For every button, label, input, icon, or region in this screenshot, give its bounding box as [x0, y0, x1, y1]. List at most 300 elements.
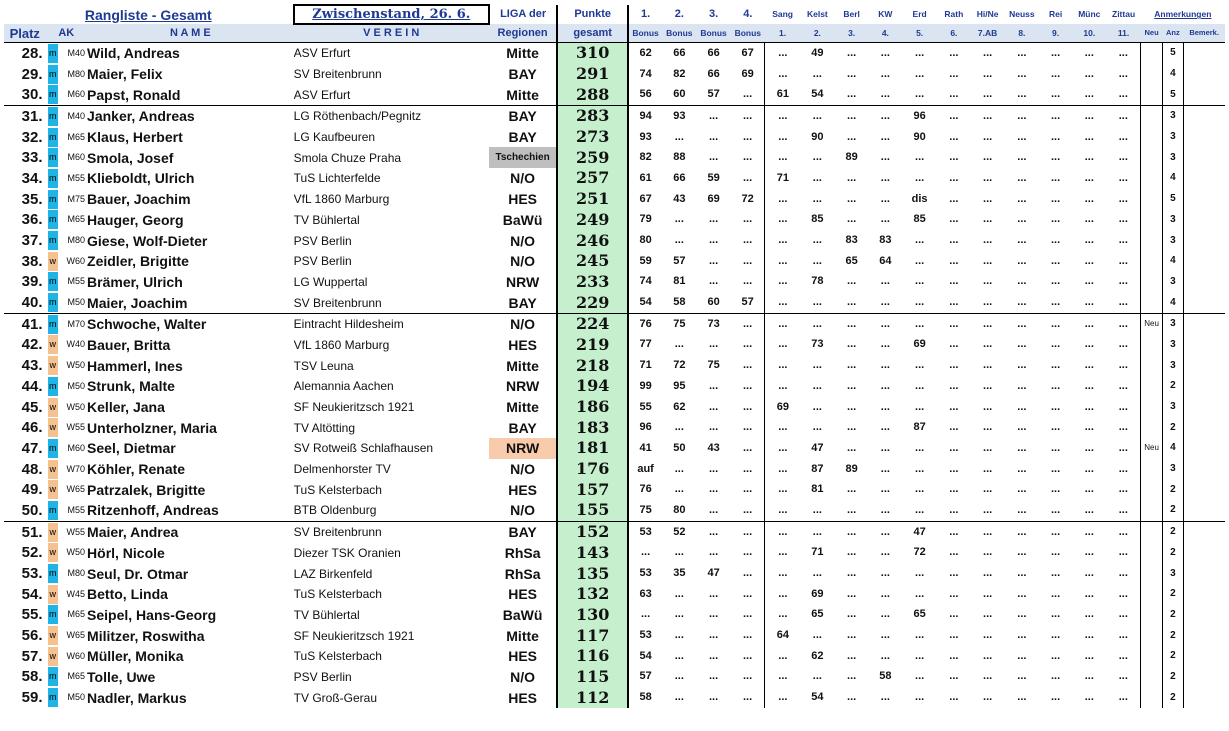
club-name: PSV Berlin: [293, 233, 352, 248]
table-row: [4, 106, 1225, 127]
event-score-4: ...: [880, 67, 890, 80]
event-score-1: ...: [765, 646, 800, 667]
bonus-score-1: 80: [639, 234, 652, 247]
new-flag: [1141, 84, 1163, 105]
bonus-score-2: ...: [674, 608, 684, 621]
total-points: 291: [557, 64, 628, 85]
event-score-2: ...: [812, 379, 822, 392]
event-score-3: ...: [847, 587, 857, 600]
bonus-score-2: 82: [673, 67, 686, 80]
remarks: [1183, 272, 1225, 293]
event-score-4: ...: [880, 192, 890, 205]
bonus-score-1: 77: [639, 338, 652, 351]
club-name: Delmenhorster TV: [293, 462, 391, 477]
event-score-2: ...: [812, 503, 822, 516]
event-score-8: ...: [1017, 608, 1027, 621]
bonus-score-4: ...: [742, 359, 753, 372]
club-name: TuS Lichterfelde: [293, 171, 381, 186]
event-score-1: ...: [765, 417, 800, 438]
event-score-3: ...: [847, 649, 857, 662]
event-score-11: ...: [1118, 691, 1128, 704]
event-score-8: ...: [1017, 171, 1027, 184]
event-score-7: ...: [983, 421, 993, 434]
event-score-1: 69: [765, 397, 800, 418]
event-score-6: ...: [949, 130, 959, 143]
event-score-10: ...: [1084, 296, 1094, 309]
event-score-8: ...: [1017, 130, 1027, 143]
athlete-name: Seul, Dr. Otmar: [87, 565, 189, 582]
event-score-7: ...: [983, 151, 993, 164]
event-score-9: ...: [1051, 296, 1061, 309]
athlete-name: Keller, Jana: [87, 399, 165, 416]
event-score-4: ...: [880, 546, 890, 559]
event-score-4: ...: [880, 649, 890, 662]
bonus-score-3: 66: [707, 46, 720, 59]
event-score-10: ...: [1084, 234, 1094, 247]
gender-label: m: [48, 148, 58, 167]
event-score-9: ...: [1051, 130, 1061, 143]
league-region: N/O: [510, 668, 536, 685]
event-score-7: ...: [983, 546, 993, 559]
participation-count: 5: [1163, 84, 1184, 105]
gender-marker: [46, 397, 61, 418]
participation-count: 4: [1163, 64, 1184, 85]
gender-marker: [46, 605, 61, 626]
total-points: 116: [557, 646, 628, 667]
event-score-6: ...: [949, 629, 959, 642]
rank: 57.: [21, 647, 43, 665]
event-score-9: ...: [1051, 88, 1061, 101]
age-class: W50: [66, 401, 86, 412]
event-score-4: ...: [880, 379, 890, 392]
event-score-4: 58: [879, 670, 892, 683]
remarks: [1183, 43, 1225, 64]
gender-label: m: [48, 65, 58, 84]
total-points: 135: [557, 563, 628, 584]
gender-marker: [46, 147, 61, 168]
event-score-4: ...: [880, 629, 890, 642]
table-row: [4, 584, 1225, 605]
athlete-name: Ritzenhoff, Andreas: [87, 502, 219, 519]
event-score-1: ...: [765, 355, 800, 376]
event-score-3: ...: [847, 338, 857, 351]
age-class: W60: [66, 255, 86, 266]
age-class: W65: [66, 484, 86, 495]
event-score-4: ...: [880, 567, 890, 580]
bonus-score-2: 52: [662, 521, 696, 542]
new-flag: [1141, 479, 1163, 500]
event-score-6: ...: [949, 234, 959, 247]
event-score-7: ...: [983, 441, 993, 454]
table-row: [4, 292, 1225, 313]
remarks: [1183, 687, 1225, 708]
gender-marker: [46, 584, 61, 605]
rank: 34.: [21, 169, 43, 187]
bonus-score-4: ...: [742, 234, 753, 247]
bonus-score-4: 67: [741, 46, 754, 59]
bonus-score-2: 95: [673, 379, 686, 392]
remarks: [1183, 84, 1225, 105]
total-points: 229: [557, 292, 628, 313]
club-name: SV Breitenbrunn: [294, 521, 489, 542]
event-score-10: ...: [1084, 88, 1094, 101]
age-class: M50: [67, 692, 86, 703]
event-score-8: ...: [1017, 67, 1027, 80]
total-points: 249: [557, 210, 628, 231]
new-flag: [1141, 355, 1163, 376]
event-score-1: ...: [765, 438, 800, 459]
bonus-score-1: 67: [639, 192, 652, 205]
event-score-4: ...: [880, 130, 890, 143]
total-points: 219: [557, 335, 628, 356]
age-class: W55: [66, 422, 86, 433]
event-score-2: ...: [812, 670, 822, 683]
event-score-5: ...: [915, 503, 925, 516]
new-flag: [1141, 210, 1163, 231]
athlete-name: Maier, Joachim: [87, 294, 188, 311]
event-score-3: ...: [847, 46, 857, 59]
event-score-9: ...: [1051, 503, 1061, 516]
club-name: PSV Berlin: [293, 254, 352, 269]
age-class: M80: [67, 68, 86, 79]
bonus-score-4: ...: [742, 338, 753, 351]
event-score-7: ...: [983, 608, 993, 621]
bonus-score-4: ...: [742, 88, 753, 101]
rank: 58.: [21, 668, 43, 686]
total-points: 130: [557, 605, 628, 626]
age-class: M70: [60, 313, 87, 334]
gender-marker: [46, 500, 61, 521]
event-score-5: 85: [913, 213, 926, 226]
bonus-score-1: 96: [639, 421, 652, 434]
bonus-score-2: ...: [674, 234, 684, 247]
table-row: [4, 272, 1225, 293]
remarks: [1183, 189, 1225, 210]
event-score-4: ...: [880, 483, 890, 496]
event-score-7: ...: [983, 503, 993, 516]
event-5-number: 5.: [902, 24, 937, 43]
total-points: 143: [557, 543, 628, 564]
event-score-8: ...: [1017, 296, 1027, 309]
event-10-header: Münc: [1072, 5, 1106, 24]
participation-count: 3: [1163, 272, 1184, 293]
age-class: W65: [66, 630, 86, 641]
gender-label: m: [48, 169, 58, 188]
league-region: Tschechien: [489, 147, 558, 168]
punkte-header-top: Punkte: [557, 5, 628, 24]
bonus-score-2: 93: [662, 106, 696, 127]
bonus-score-1: 53: [628, 521, 662, 542]
event-score-3: ...: [847, 400, 857, 413]
athlete-name: Hammerl, Ines: [87, 357, 183, 374]
event-score-4: ...: [880, 296, 890, 309]
bonus-score-4: ...: [742, 567, 753, 580]
gender-label: m: [48, 605, 58, 624]
bonus-score-4: ...: [742, 151, 753, 164]
new-flag: [1141, 127, 1163, 148]
gender-marker: [46, 417, 61, 438]
bonus-score-1: 74: [639, 67, 652, 80]
athlete-name: Hörl, Nicole: [87, 544, 165, 561]
bonus-score-3: 47: [707, 567, 720, 580]
event-score-10: ...: [1084, 192, 1094, 205]
league-region: Mitte: [506, 45, 539, 62]
event-score-10: ...: [1084, 691, 1094, 704]
rank: 47.: [21, 439, 43, 457]
event-score-1: ...: [765, 313, 800, 334]
age-class: W50: [66, 360, 86, 371]
age-class: M55: [67, 172, 86, 183]
event-score-1: ...: [765, 230, 800, 251]
bonus-score-2: 88: [673, 151, 686, 164]
new-flag: [1141, 625, 1163, 646]
table-row: [4, 625, 1225, 646]
event-score-7: ...: [983, 483, 993, 496]
event-score-8: ...: [1017, 275, 1027, 288]
club-name: SF Neukieritzsch 1921: [293, 400, 415, 415]
athlete-name: Unterholzner, Maria: [87, 419, 217, 436]
event-score-7: ...: [983, 130, 993, 143]
event-score-3: 65: [845, 254, 858, 267]
table-row: [4, 84, 1225, 105]
event-1-header: Sang: [765, 5, 800, 24]
event-score-11: ...: [1118, 254, 1128, 267]
club-name: ASV Erfurt: [293, 87, 351, 102]
event-score-10: ...: [1084, 649, 1094, 662]
gender-label: w: [48, 480, 58, 499]
event-score-3: ...: [847, 608, 857, 621]
event-score-3: ...: [847, 503, 857, 516]
athlete-name: Zeidler, Brigitte: [87, 253, 189, 270]
event-score-1: ...: [765, 543, 800, 564]
event-score-10: ...: [1084, 441, 1094, 454]
bonus-score-3: ...: [708, 462, 719, 475]
gender-marker: [46, 355, 61, 376]
event-score-11: ...: [1118, 462, 1128, 475]
verein-header: V E R E I N: [294, 24, 489, 43]
age-class: M80: [67, 235, 86, 246]
club-name: VfL 1860 Marburg: [293, 337, 390, 352]
event-score-2: ...: [812, 234, 822, 247]
event-score-7: ...: [983, 587, 993, 600]
table-row: [4, 397, 1225, 418]
event-score-1: ...: [765, 376, 800, 397]
event-score-6: ...: [949, 254, 959, 267]
event-score-5: dis: [911, 192, 928, 205]
event-score-10: ...: [1084, 338, 1094, 351]
event-score-6: ...: [949, 483, 959, 496]
bonus-score-2: ...: [674, 649, 684, 662]
event-score-4: ...: [880, 462, 890, 475]
event-score-5: ...: [915, 254, 925, 267]
gender-label: m: [48, 190, 58, 209]
athlete-name: Papst, Ronald: [87, 86, 181, 103]
rank: 52.: [21, 544, 43, 562]
bonus-score-1: 41: [639, 441, 652, 454]
league-region: N/O: [510, 170, 536, 187]
new-flag: [1141, 292, 1163, 313]
participation-count: 4: [1163, 292, 1184, 313]
event-score-2: ...: [800, 313, 834, 334]
total-points: 246: [557, 230, 628, 251]
event-score-7: ...: [983, 629, 993, 642]
club-name: TuS Kelsterbach: [293, 649, 382, 664]
rank: 55.: [21, 606, 43, 624]
league-region: Mitte: [506, 399, 539, 416]
remarks: [1183, 500, 1225, 521]
gender-label: m: [48, 315, 58, 334]
event-score-10: ...: [1084, 670, 1094, 683]
athlete-name: Smola, Josef: [87, 149, 174, 166]
participation-count: 2: [1163, 605, 1184, 626]
bonus-score-2: 60: [673, 88, 686, 101]
event-score-8: ...: [1005, 521, 1039, 542]
event-4-header: KW: [869, 5, 902, 24]
event-score-4: ...: [880, 359, 890, 372]
bonus-score-4: ...: [742, 462, 753, 475]
participation-count: 2: [1163, 376, 1184, 397]
event-score-8: ...: [1017, 567, 1027, 580]
table-row: [4, 251, 1225, 272]
event-score-6: ...: [949, 649, 959, 662]
total-points: 218: [557, 355, 628, 376]
event-score-5: ...: [915, 67, 925, 80]
event-score-3: ...: [847, 171, 857, 184]
age-class: M65: [67, 609, 86, 620]
gender-label: w: [48, 252, 58, 271]
gender-marker: [46, 521, 61, 542]
event-score-7: ...: [983, 254, 993, 267]
event-score-6: ...: [949, 691, 959, 704]
gender-label: m: [48, 377, 58, 396]
event-score-9: ...: [1039, 521, 1072, 542]
bonus-score-3: ...: [708, 629, 719, 642]
rank: 28.: [21, 44, 43, 62]
event-score-11: ...: [1118, 670, 1128, 683]
total-points: 310: [557, 43, 628, 64]
bonus-score-4: ...: [742, 670, 753, 683]
event-score-8: ...: [1017, 234, 1027, 247]
rank: 50.: [21, 501, 43, 519]
event-score-6: ...: [949, 587, 959, 600]
event-score-8: ...: [1017, 213, 1027, 226]
gender-marker: [46, 667, 61, 688]
bonus-score-1: 74: [639, 275, 652, 288]
bonus-score-4: 57: [741, 296, 754, 309]
event-score-5: ...: [915, 234, 925, 247]
event-score-9: ...: [1051, 192, 1061, 205]
event-score-4: ...: [880, 587, 890, 600]
event-score-2: 69: [811, 587, 824, 600]
gender-label: w: [48, 543, 58, 562]
event-score-3: ...: [847, 192, 857, 205]
total-points: 259: [557, 147, 628, 168]
league-region: HES: [508, 481, 537, 498]
event-score-4: ...: [880, 88, 890, 101]
remarks: [1183, 479, 1225, 500]
gender-label: m: [48, 667, 58, 686]
event-score-6: ...: [949, 151, 959, 164]
event-score-5: 47: [902, 521, 937, 542]
new-flag: [1141, 376, 1163, 397]
event-score-10: ...: [1084, 46, 1094, 59]
bonus-score-2: 58: [673, 296, 686, 309]
remarks: [1183, 292, 1225, 313]
gender-marker: [46, 251, 61, 272]
event-score-11: ...: [1106, 106, 1140, 127]
bonus-score-2: ...: [674, 546, 684, 559]
new-flag: [1141, 272, 1163, 293]
event-score-9: ...: [1051, 338, 1061, 351]
age-class: W40: [66, 339, 86, 350]
event-score-5: ...: [915, 670, 925, 683]
participation-count: 4: [1163, 438, 1184, 459]
bonus-score-3: ...: [708, 275, 719, 288]
event-score-9: ...: [1051, 254, 1061, 267]
age-class: M50: [67, 297, 86, 308]
event-score-10: ...: [1084, 254, 1094, 267]
bonus-score-1: 53: [639, 629, 652, 642]
event-score-9: ...: [1051, 421, 1061, 434]
event-score-9: ...: [1039, 313, 1072, 334]
age-class: M40: [60, 106, 87, 127]
bonus-score-1: 75: [639, 503, 652, 516]
participation-count: 5: [1163, 43, 1184, 64]
event-score-7: ...: [983, 400, 993, 413]
club-name: LAZ Birkenfeld: [293, 566, 373, 581]
gender-label: m: [48, 44, 58, 63]
event-score-1: ...: [765, 335, 800, 356]
table-row: [4, 127, 1225, 148]
event-score-5: 87: [913, 421, 926, 434]
event-score-9: ...: [1051, 462, 1061, 475]
event-score-6: ...: [949, 421, 959, 434]
gender-marker: [46, 189, 61, 210]
bonus-score-2: ...: [674, 462, 684, 475]
table-title: Rangliste - Gesamt: [4, 5, 294, 24]
event-score-4: ...: [880, 441, 890, 454]
bonus-score-2: ...: [674, 587, 684, 600]
athlete-name: Klaus, Herbert: [87, 129, 183, 146]
event-score-5: 96: [902, 106, 937, 127]
event-score-9: ...: [1051, 587, 1061, 600]
club-name: Eintracht Hildesheim: [294, 313, 489, 334]
bonus-score-4: 72: [741, 192, 754, 205]
table-row: [4, 500, 1225, 521]
event-score-9: ...: [1051, 608, 1061, 621]
neu-header: Neu: [1141, 24, 1163, 43]
event-score-6: ...: [949, 192, 959, 205]
rank: 59.: [21, 689, 43, 707]
bonus-3-label: Bonus: [696, 24, 730, 43]
event-score-3: ...: [835, 313, 869, 334]
gender-marker: [46, 335, 61, 356]
gender-label: m: [48, 231, 58, 250]
event-7-number: 7.AB: [970, 24, 1004, 43]
gender-label: m: [48, 688, 58, 707]
league-region: NRW: [506, 273, 540, 290]
event-score-11: ...: [1118, 88, 1128, 101]
event-score-9: ...: [1051, 46, 1061, 59]
table-row: [4, 438, 1225, 459]
new-flag: [1141, 335, 1163, 356]
event-score-3: ...: [835, 106, 869, 127]
event-score-8: ...: [1017, 670, 1027, 683]
athlete-name: Patrzalek, Brigitte: [87, 481, 206, 498]
event-score-5: ...: [915, 567, 925, 580]
event-score-8: ...: [1017, 462, 1027, 475]
total-points: 183: [557, 417, 628, 438]
